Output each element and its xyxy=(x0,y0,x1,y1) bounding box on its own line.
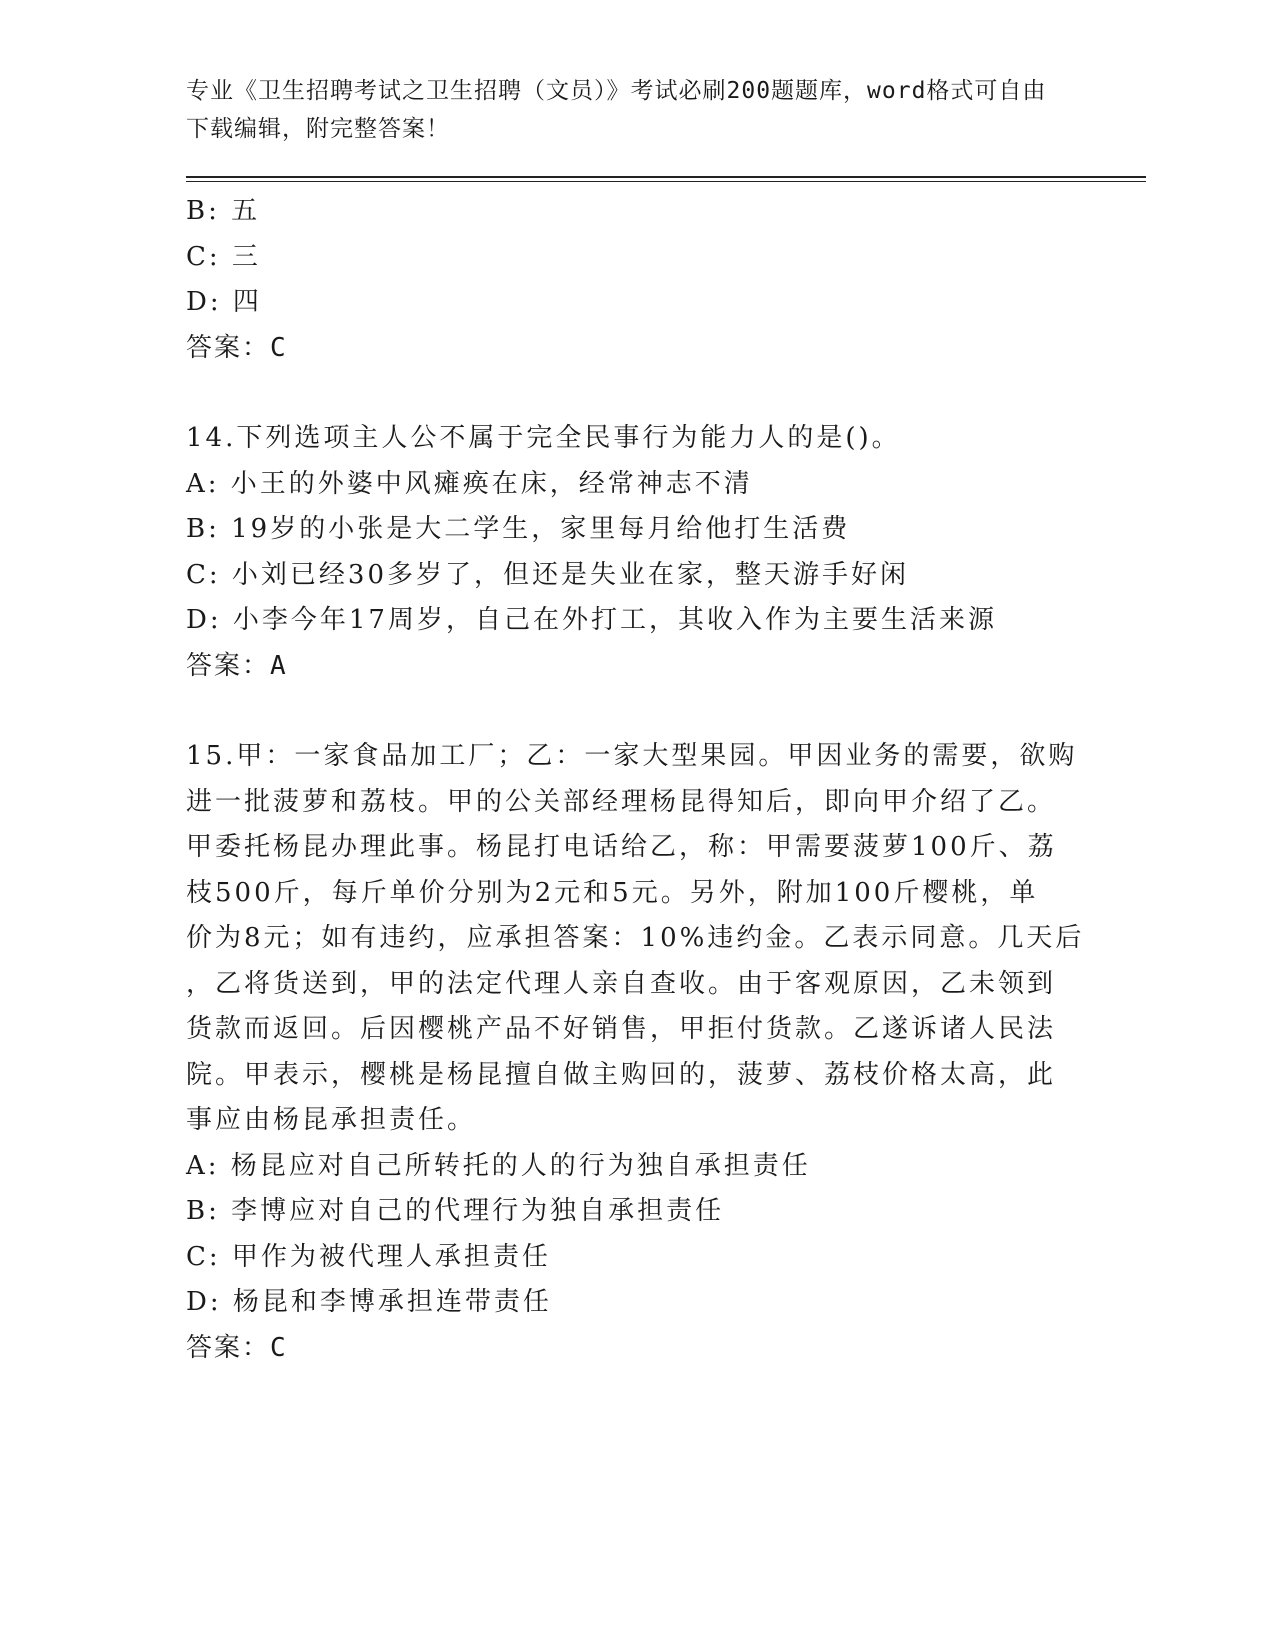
q13-option-d: D: 四 xyxy=(186,287,262,317)
q15-option-b: B: 李博应对自己的代理行为独自承担责任 xyxy=(186,1196,725,1226)
q15-answer: 答案：C xyxy=(186,1332,288,1363)
q15-stem-line: ，乙将货送到，甲的法定代理人亲自查收。由于客观原因，乙未领到 xyxy=(186,968,1057,999)
q15-stem-line: 货款而返回。后因樱桃产品不好销售，甲拒付货款。乙遂诉诸人民法 xyxy=(186,1014,1057,1044)
document-header: 专业《卫生招聘考试之卫生招聘（文员）》考试必刷200题题库，word格式可自由下载编辑，附完整答案！ xyxy=(186,78,1047,142)
spacer xyxy=(186,689,1066,734)
q15-option-d: D: 杨昆和李博承担连带责任 xyxy=(186,1287,552,1317)
q14-option-b: B: 19岁的小张是大二学生，家里每月给他打生活费 xyxy=(186,514,851,544)
q13-option-b: B: 五 xyxy=(186,196,261,226)
q15-stem-line: 进一批菠萝和荔枝。甲的公关部经理杨昆得知后，即向甲介绍了乙。 xyxy=(186,786,1057,817)
q13-option-c: C: 三 xyxy=(186,241,261,272)
q14-answer: 答案：A xyxy=(186,650,288,681)
q15-stem-line: 甲委托杨昆办理此事。杨昆打电话给乙，称：甲需要菠萝100斤、荔 xyxy=(186,832,1057,862)
q15-stem-line: 15.甲：一家食品加工厂；乙：一家大型果园。甲因业务的需要，欲购 xyxy=(186,741,1078,771)
q15-stem-line: 价为8元；如有违约，应承担答案：10%违约金。乙表示同意。几天后 xyxy=(186,923,1085,953)
q14-option-c: C: 小刘已经30多岁了，但还是失业在家，整天游手好闲 xyxy=(186,559,910,590)
q14-option-a: A: 小王的外婆中风瘫痪在床，经常神志不清 xyxy=(186,468,753,499)
q13-answer: 答案：C xyxy=(186,332,288,363)
q15-stem-line: 枝500斤，每斤单价分别为2元和5元。另外，附加100斤樱桃，单 xyxy=(186,877,1039,908)
q14-stem: 14.下列选项主人公不属于完全民事行为能力人的是()。 xyxy=(186,423,901,453)
spacer xyxy=(186,371,1066,416)
question-content xyxy=(186,189,1085,1371)
q14-option-d: D: 小李今年17周岁，自己在外打工，其收入作为主要生活来源 xyxy=(186,605,997,635)
q15-stem-line: 院。甲表示，樱桃是杨昆擅自做主购回的，菠萝、荔枝价格太高，此 xyxy=(186,1059,1057,1090)
q15-option-c: C: 甲作为被代理人承担责任 xyxy=(186,1241,551,1272)
q15-stem-line: 事应由杨昆承担责任。 xyxy=(186,1105,477,1135)
header-divider-thin xyxy=(186,181,1146,182)
header-divider-thick xyxy=(186,176,1146,178)
q15-option-a: A: 杨昆应对自己所转托的人的行为独自承担责任 xyxy=(186,1150,811,1181)
